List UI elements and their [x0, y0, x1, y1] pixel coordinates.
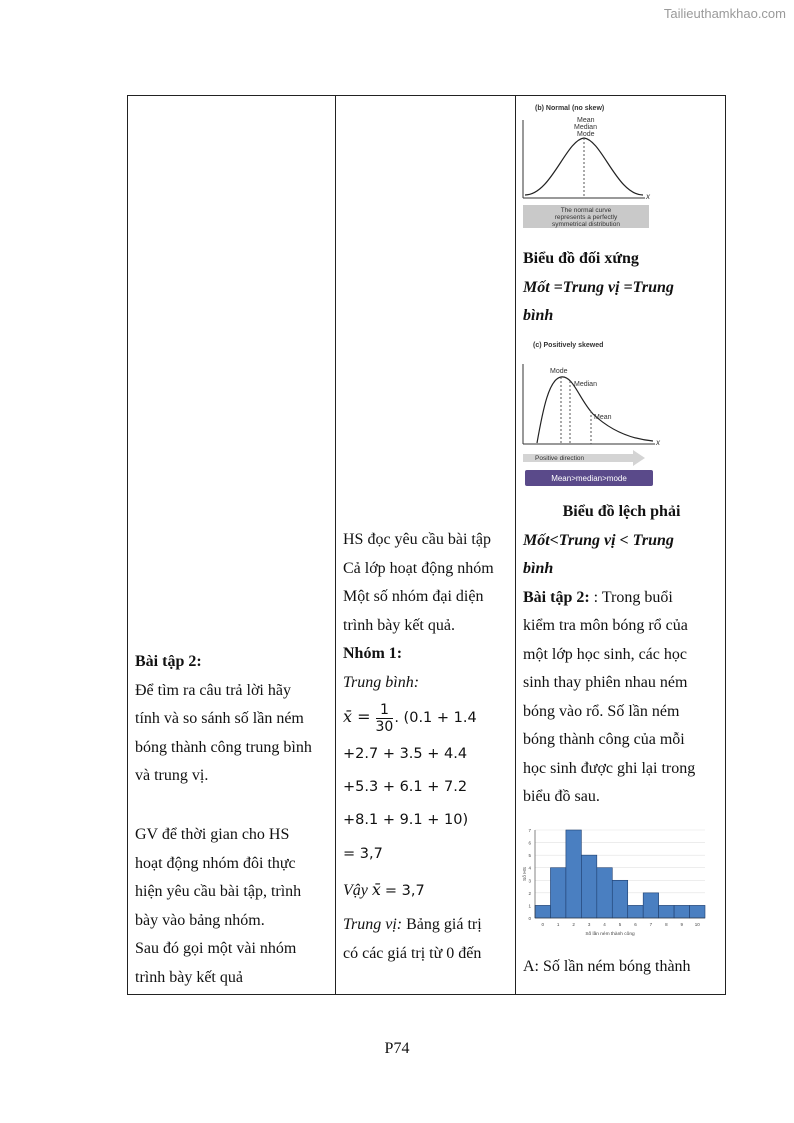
normal-distribution-figure: [521, 100, 661, 230]
group-label: Nhóm 1:: [343, 645, 403, 662]
y-axis-title: Số HS: [523, 867, 528, 881]
student-line: trình bày kết quả.: [343, 616, 455, 634]
histogram-bar: [674, 905, 689, 918]
x-tick-label: 4: [603, 922, 606, 927]
skewed-block: [523, 498, 720, 812]
x-tick-label: 10: [694, 922, 700, 927]
fraction-numerator: 1: [376, 702, 394, 719]
histogram-bar: [597, 868, 612, 918]
x-tick-label: 2: [572, 922, 575, 927]
y-tick-label: 3: [528, 878, 531, 884]
answer-line: A: Số lần ném bóng thành: [523, 958, 691, 975]
y-tick-label: 5: [528, 853, 531, 859]
median-line: [343, 911, 510, 940]
label-median: Median: [574, 124, 597, 131]
histogram-bar: [566, 830, 581, 918]
label-mean: Mean: [577, 117, 595, 124]
student-line: Cả lớp hoạt động nhóm: [343, 559, 494, 577]
student-line: Một số nhóm đại diện: [343, 588, 484, 605]
x-tick-label: 8: [665, 922, 668, 927]
x-tick-label: 6: [634, 922, 637, 927]
x-tick-label: 9: [680, 922, 684, 927]
watermark: Tailieuthamkhao.com: [663, 6, 786, 21]
skewed-formula: Mốt<Trung vị < Trung: [523, 531, 674, 549]
result-var: x̄: [371, 880, 381, 899]
exercise-line: biểu đồ sau.: [523, 788, 600, 805]
result-value: = 3,7: [384, 883, 425, 899]
mean-label: Mean: [594, 414, 612, 421]
result-line: [343, 872, 510, 909]
student-line: HS đọc yêu cầu bài tập: [343, 531, 491, 548]
x-tick-label: 5: [618, 922, 622, 927]
exercise-text: : Trong buổi: [589, 588, 673, 606]
symmetric-formula: Mốt =Trung vị =Trung: [523, 278, 674, 296]
throws-histogram: [521, 820, 721, 945]
teacher-line: trình bày kết quả: [135, 968, 243, 986]
y-tick-label: 0: [528, 916, 531, 921]
teacher-line: hoạt động nhóm đôi thực: [135, 854, 296, 872]
caption-line: represents a perfectly: [554, 214, 618, 221]
teacher-instructions: [135, 821, 330, 992]
caption-line: symmetrical distribution: [552, 221, 620, 228]
x-tick-label: 3: [587, 922, 591, 927]
y-tick-label: 4: [528, 865, 531, 871]
formula-first-line: [343, 697, 510, 738]
fraction: [376, 702, 394, 735]
label-mode: Mode: [577, 131, 595, 138]
skewed-title: Biểu đồ lệch phải: [562, 503, 681, 520]
exercise-first-line: [523, 584, 720, 613]
answer-block: [523, 953, 720, 982]
histogram-bar: [659, 905, 674, 918]
xbar-symbol: x̄ =: [343, 707, 371, 726]
histogram-bar: [612, 880, 627, 918]
median-label: Trung vị:: [343, 916, 403, 933]
student-activity-column: [336, 96, 516, 995]
median-text: Bảng giá trị: [402, 916, 482, 933]
task-line: bóng thành công trung bình: [135, 738, 312, 756]
teacher-activity-column: [128, 96, 336, 995]
teacher-line: hiện yêu cầu bài tập, trình: [135, 883, 302, 900]
symmetric-block: [523, 245, 720, 331]
task-line: Để tìm ra câu trả lời hãy: [135, 681, 291, 699]
page-number: P74: [384, 1040, 410, 1057]
exercise-title: Bài tập 2:: [523, 588, 590, 606]
direction-label: Positive direction: [535, 455, 585, 462]
x-axis-label: x: [646, 192, 650, 201]
x-tick-label: 1: [556, 922, 560, 927]
teacher-line: GV để thời gian cho HS: [135, 826, 290, 843]
mode-label: Mode: [550, 368, 568, 375]
teacher-line: bày vào bảng nhóm.: [135, 911, 265, 929]
exercise-line: học sinh được ghi lại trong: [523, 759, 696, 777]
box-label: Mean>median>mode: [551, 474, 627, 483]
histogram-bar: [581, 855, 596, 918]
median-label: Median: [574, 381, 597, 388]
x-axis-title: Số lần ném thành công: [585, 932, 635, 937]
exercise-line: sinh thay phiên nhau ném: [523, 674, 688, 691]
y-tick-label: 2: [528, 890, 531, 896]
y-tick-label: 1: [528, 903, 531, 909]
symmetric-formula: bình: [523, 307, 554, 324]
x-tick-label: 0: [541, 922, 544, 927]
histogram-bar: [535, 905, 550, 918]
exercise-line: một lớp học sinh, các học: [523, 645, 687, 663]
median-line: có các giá trị từ 0 đến: [343, 944, 482, 962]
student-block: [343, 526, 510, 968]
lesson-table: [127, 95, 726, 995]
formula-line: = 3,7: [343, 846, 383, 862]
skewed-formula: bình: [523, 560, 554, 577]
skew-fig-title: (c) Positively skewed: [533, 342, 604, 349]
exercise-title: Bài tập 2:: [135, 653, 202, 670]
content-column: [516, 96, 726, 995]
task-line: tính và so sánh số lần ném: [135, 710, 304, 727]
result-prefix: Vậy: [343, 882, 368, 899]
skewed-distribution-figure: [521, 339, 671, 489]
histogram-bar: [628, 905, 643, 918]
y-tick-label: 7: [528, 828, 531, 833]
histogram-bar: [550, 868, 565, 918]
teacher-line: Sau đó gọi một vài nhóm: [135, 940, 297, 957]
formula-tail: . (0.1 + 1.4: [394, 710, 477, 726]
caption-line: The normal curve: [560, 207, 612, 214]
y-tick-label: 6: [528, 840, 531, 846]
exercise-line: bóng vào rổ. Số lần ném: [523, 702, 680, 720]
fraction-denominator: 30: [375, 718, 394, 735]
x-tick-label: 7: [649, 922, 653, 927]
formula-line: +2.7 + 3.5 + 4.4: [343, 746, 468, 762]
exercise-block: [135, 648, 330, 791]
exercise-line: bóng thành công của mỗi: [523, 731, 685, 748]
formula-line: +5.3 + 6.1 + 7.2: [343, 779, 468, 795]
x-axis-label: x: [656, 438, 660, 447]
mean-label: Trung bình:: [343, 673, 420, 691]
task-line: và trung vị.: [135, 767, 209, 784]
exercise-line: kiểm tra môn bóng rổ của: [523, 617, 688, 634]
normal-fig-title: (b) Normal (no skew): [535, 105, 605, 112]
histogram-bar: [690, 905, 705, 918]
symmetric-title: Biểu đồ đối xứng: [523, 250, 639, 267]
histogram-bar: [643, 893, 658, 918]
formula-line: +8.1 + 9.1 + 10): [343, 812, 469, 828]
